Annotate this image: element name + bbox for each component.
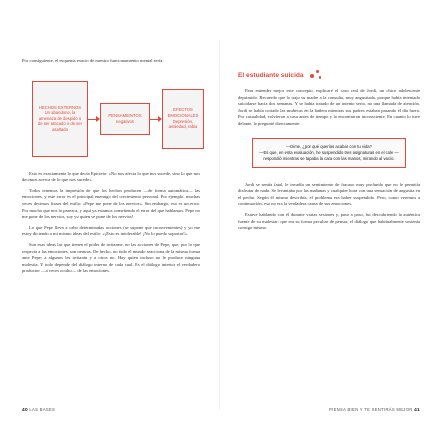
thought-process-diagram [22,75,200,163]
running-title: PIENSA BIEN Y TE SENTIRÁS MEJOR [329,407,413,412]
intro-paragraph: Por consiguiente, el esquema exacto de nuestro funcionamiento mental sería: [22,58,164,63]
decorative-dots-icon [310,70,324,80]
section-title [238,70,420,80]
paragraph: Jordi se sentía fatal, le invadía un sentimiento de fracaso muy profundo que no le permitía disfrutar de nada. Se levantaba por las mañanas y cualquier hora con una sensación de angustia en el pecho. Según él mismo describía, el problema era haber suspendido. Pero, como veremos a continuación, eso no era la verdadera causa de sus emociones. [238,181,420,207]
paragraph: Estuve hablando con él durante varias sesiones y, paso a paso, fui descubriendo la auténtica fuente de su malestar: que era su forma peculiar de pensar, el diálogo que habitualmente sostenía consigo mismo. [238,211,420,231]
running-title: LAS BASES [29,407,56,412]
thoughts-box [100,103,150,135]
dialogue-box [252,138,406,168]
arrow-right-icon [150,119,159,120]
page-number: 41 [414,408,420,413]
paragraph: Esto es exactamente lo que decía Epicteto: «No nos afecta lo que nos sucede, sino lo que nos decimos acerca de lo que nos sucede». [22,170,200,183]
dialogue-line: —Es que, en esta evaluación, he suspendido tres asignaturas en el cole —respondió mientras se tapaba la cara con las manos, mirando al vacío. [259,149,399,161]
arrow-right-icon [88,119,97,120]
dialogue-line: —Dime, ¿por qué querías acabar con tu vida? [286,143,372,149]
left-footer [22,407,55,413]
right-page [220,0,440,440]
paragraph: Todos tenemos la impresión de que los hechos producen —de forma automática— las emociones, y este error es el principal enemigo del crecimiento personal. Por ejemplo, muchas veces decimos frases del estilo: «Pepe me pone de los nervios». Sin embargo, eso es un error. Por mucho que nos lo parezca, y aquí ya estamos cometiendo el error del que hablamos. Pepe no me pone de los nervios, soy yo quien se pone de los nervios! [22,187,200,220]
page-number: 40 [22,408,28,413]
thoughts-text: PENSAMIENTOS negativos [108,113,142,124]
external-events-box [32,81,88,157]
emotional-effects-box [162,89,204,149]
right-footer [329,407,420,413]
paragraph: Para entender mejor este concepto, explicaré el caso real de Jordi, un chico adolescente deprimido. Recuerdo que lo trajo su madre a la consulta, muy angustiada, porque había intentado suicidarse hacía dos semanas. Y se había tratado de un intento serio, no una llamada de atención. Jordi se había cortado las muñecas en la bañera mientras sus padres estaban pasando el día fuera. Por casualidad, volvieron a casa antes de tiempo y lo encontraron inconsciente. En cuanto lo tuve delante, le pregunté directamente: [238,88,420,126]
paragraph: Lo que Pepe lleva a cabo determinadas acciones (se supone que inconvenientes) y yo me estoy diciendo a mí mismo ideas del estilo: «¡Esto es intolerable! ¡No lo puedo soportar!». [22,224,200,237]
section-title-text: El estudiante suicida [238,71,304,79]
emotional-effects-text: EFECTOS EMOCIONALES Depresión, ansiedad, rabia [167,107,199,130]
external-events-text: HECHOS EXTERNOS Un abandono, la amenaza de despido o de ser atacado o de ser asaltado [38,104,82,132]
paragraph: Son esas ideas las que tienen el poder de irritarme, no las acciones de Pepe, que, por lo que respecta a las emociones, son neutras. De hecho, no todo el mundo reacciona de la misma forma ante Pepe; a algunos les irritarán y a otros no. Hay quien incluso no le produce ninguna molestia. Y todo depende del diálogo interno de cada cual. Es el diálogo interior el verdadero productor —a veces oculto— de las emociones. [22,241,200,274]
